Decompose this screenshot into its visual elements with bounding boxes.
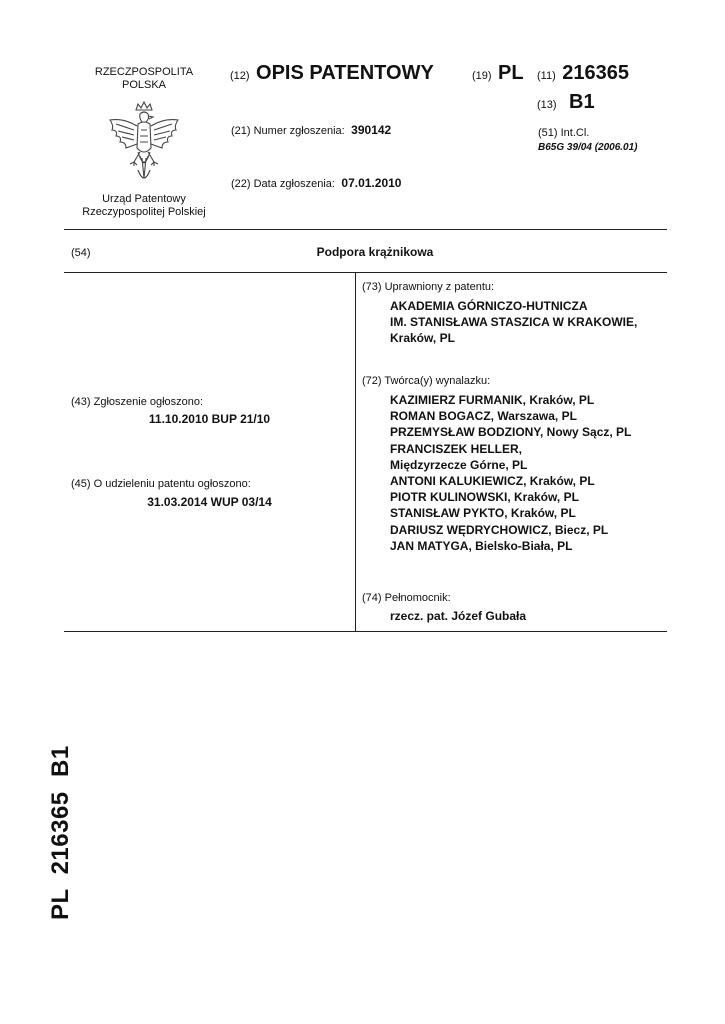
intcl-value: B65G 39/04 (2006.01) bbox=[538, 142, 638, 153]
inventor-line: PIOTR KULINOWSKI, Kraków, PL bbox=[390, 490, 579, 505]
country-code-code: (19) bbox=[472, 70, 492, 82]
footer-divider bbox=[64, 631, 667, 632]
pub-number-value: 216365 bbox=[562, 62, 629, 84]
application-number bbox=[231, 121, 391, 139]
inventor-line: KAZIMIERZ FURMANIK, Kraków, PL bbox=[390, 393, 595, 407]
published-label: (43) Zgłoszenie ogłoszono: bbox=[71, 396, 204, 408]
app-number-value: 390142 bbox=[351, 123, 392, 137]
patent-title: Podpora krążnikowa bbox=[316, 245, 434, 259]
header-divider bbox=[64, 229, 667, 230]
column-divider bbox=[355, 272, 356, 631]
attorney-label: (74) Pełnomocnik: bbox=[362, 592, 451, 604]
owner-line: IM. STANISŁAWA STASZICA W KRAKOWIE, bbox=[390, 315, 638, 330]
inventor-line: JAN MATYGA, Bielsko-Biała, PL bbox=[390, 538, 573, 553]
inventor-line: FRANCISZEK HELLER, bbox=[390, 441, 522, 456]
filing-date-label: (22) Data zgłoszenia: bbox=[231, 178, 335, 190]
eagle-emblem-icon bbox=[104, 100, 184, 190]
doc-type-code: (12) bbox=[230, 70, 250, 82]
title-code: (54) bbox=[71, 247, 91, 259]
granted-label: (45) O udzieleniu patentu ogłoszono: bbox=[71, 478, 251, 490]
granted-value: 31.03.2014 WUP 03/14 bbox=[147, 495, 272, 509]
inventor-line: DARIUSZ WĘDRYCHOWICZ, Biecz, PL bbox=[390, 522, 609, 537]
country-code-value: PL bbox=[498, 62, 524, 84]
inventor-line: Międzyrzecze Górne, PL bbox=[390, 457, 528, 472]
office-line-1: Urząd Patentowy bbox=[102, 193, 186, 205]
office-line-2: Rzeczypospolitej Polskiej bbox=[82, 206, 206, 218]
inventor-line: ANTONI KALUKIEWICZ, Kraków, PL bbox=[390, 474, 595, 489]
inventors-label: (72) Twórca(y) wynalazku: bbox=[362, 375, 491, 387]
kind-code-value: B1 bbox=[569, 91, 595, 113]
pub-number-code: (11) bbox=[537, 70, 556, 82]
kind-code bbox=[537, 91, 595, 114]
owner-block bbox=[390, 298, 637, 347]
owner-label: (73) Uprawniony z patentu: bbox=[362, 281, 495, 293]
inventor-line: STANISŁAW PYKTO, Kraków, PL bbox=[390, 506, 576, 521]
filing-date-value: 07.01.2010 bbox=[341, 176, 402, 190]
country-code bbox=[472, 62, 524, 85]
country-line-1: RZECZPOSPOLITA bbox=[94, 66, 194, 78]
publication-number bbox=[537, 62, 629, 85]
owner-line: Kraków, PL bbox=[390, 331, 455, 346]
country-name bbox=[64, 66, 224, 92]
attorney-value: rzecz. pat. Józef Gubała bbox=[390, 609, 527, 623]
inventor-line: ROMAN BOGACZ, Warszawa, PL bbox=[390, 409, 577, 424]
document-type bbox=[230, 62, 434, 85]
filing-date bbox=[231, 174, 401, 192]
spine-publication-label: PL 216365 B1 bbox=[47, 745, 74, 920]
inventor-line: PRZEMYSŁAW BODZIONY, Nowy Sącz, PL bbox=[390, 425, 632, 440]
patent-office-name bbox=[64, 193, 224, 219]
kind-code-code: (13) bbox=[537, 99, 557, 111]
inventors-list bbox=[390, 392, 631, 554]
doc-type-title: OPIS PATENTOWY bbox=[256, 62, 434, 84]
country-line-2: POLSKA bbox=[121, 79, 167, 91]
owner-line: AKADEMIA GÓRNICZO-HUTNICZA bbox=[390, 299, 588, 313]
intcl-label: (51) Int.Cl. bbox=[538, 127, 590, 139]
published-value: 11.10.2010 BUP 21/10 bbox=[148, 412, 271, 426]
title-divider bbox=[64, 272, 667, 273]
app-number-label: (21) Numer zgłoszenia: bbox=[231, 125, 345, 137]
int-classification bbox=[538, 127, 638, 153]
